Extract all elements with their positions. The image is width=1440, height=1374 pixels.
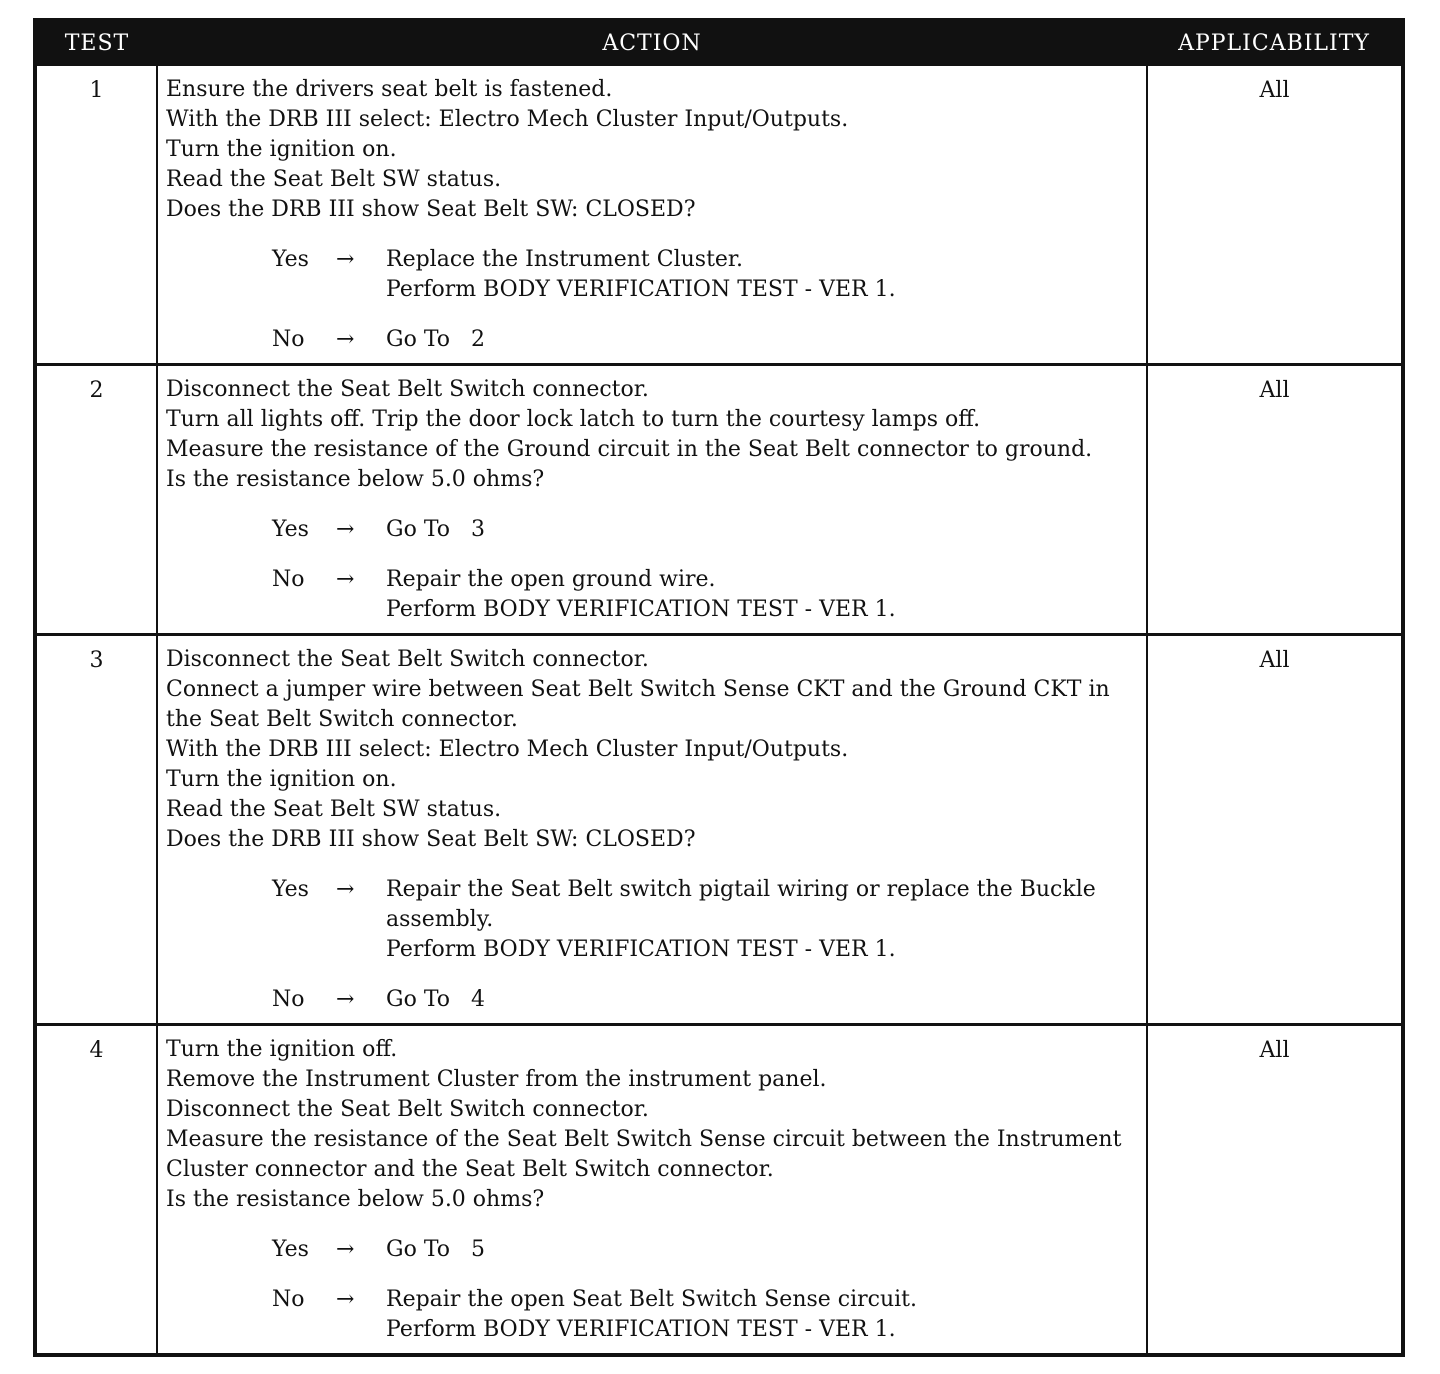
arrow-right-icon: → — [336, 567, 355, 592]
action-step: Remove the Instrument Cluster from the instrument panel. — [166, 1067, 827, 1092]
arrow-right-icon: → — [336, 247, 355, 272]
header-test: TEST — [35, 20, 157, 65]
action-step: Measure the resistance of the Ground circuit in the Seat Belt connector to ground. — [166, 437, 1093, 462]
action-step: Does the DRB III show Seat Belt SW: CLOSED? — [166, 827, 696, 852]
outcome-no — [166, 565, 1140, 625]
arrow-right-icon: → — [336, 877, 355, 902]
outcome-result — [386, 875, 1140, 965]
answer-no-label: No — [272, 567, 305, 592]
arrow-right-icon: → — [336, 1287, 355, 1312]
action-step: Is the resistance below 5.0 ohms? — [166, 467, 545, 492]
result-line: Perform BODY VERIFICATION TEST - VER 1. — [386, 1317, 896, 1342]
applicability-cell: All — [1147, 635, 1403, 1025]
outcome-yes — [166, 1235, 1140, 1265]
answer-yes-label: Yes — [272, 877, 309, 902]
test-number: 3 — [35, 635, 157, 1025]
result-line: Perform BODY VERIFICATION TEST - VER 1. — [386, 277, 896, 302]
action-cell — [157, 635, 1147, 1025]
action-step: With the DRB III select: Electro Mech Cluster Input/Outputs. — [166, 107, 849, 132]
outcome-yes — [166, 245, 1140, 305]
table-row — [35, 1025, 1403, 1356]
arrow-right-icon: → — [336, 1237, 355, 1262]
outcome-result — [386, 325, 1140, 355]
result-line: Go To 4 — [386, 987, 485, 1012]
outcome-no — [166, 325, 1140, 355]
result-line: Go To 3 — [386, 517, 485, 542]
arrow-right-icon: → — [336, 987, 355, 1012]
answer-yes-label: Yes — [272, 1237, 309, 1262]
action-cell — [157, 1025, 1147, 1356]
action-step: Measure the resistance of the Seat Belt Switch Sense circuit between the Instrument Cluster connector and the Seat Belt Switch connector. — [166, 1127, 1122, 1182]
answer-no-label: No — [272, 987, 305, 1012]
table-row — [35, 65, 1403, 365]
action-step: Connect a jumper wire between Seat Belt Switch Sense CKT and the Ground CKT in the Seat Belt Switch connector. — [166, 677, 1110, 732]
outcome-yes — [166, 875, 1140, 965]
result-line: Repair the open ground wire. — [386, 567, 716, 592]
applicability-cell: All — [1147, 65, 1403, 365]
outcome-yes — [166, 515, 1140, 545]
outcome-no — [166, 985, 1140, 1015]
action-step: Is the resistance below 5.0 ohms? — [166, 1187, 545, 1212]
result-line: Repair the Seat Belt switch pigtail wiring or replace the Buckle assembly. — [386, 877, 1103, 932]
action-step: Turn the ignition on. — [166, 767, 397, 792]
action-step: Ensure the drivers seat belt is fastened. — [166, 77, 613, 102]
action-step: Disconnect the Seat Belt Switch connector. — [166, 1097, 649, 1122]
action-step: Turn the ignition off. — [166, 1037, 398, 1062]
result-line: Repair the open Seat Belt Switch Sense circuit. — [386, 1287, 918, 1312]
answer-yes-label: Yes — [272, 517, 309, 542]
outcome-result — [386, 1285, 1140, 1345]
table-body — [35, 65, 1403, 1355]
result-line: Perform BODY VERIFICATION TEST - VER 1. — [386, 597, 896, 622]
action-step: Disconnect the Seat Belt Switch connector. — [166, 647, 649, 672]
header-applicability: APPLICABILITY — [1147, 20, 1403, 65]
result-line: Go To 5 — [386, 1237, 485, 1262]
result-line: Go To 2 — [386, 327, 485, 352]
action-step: Read the Seat Belt SW status. — [166, 167, 502, 192]
table-row — [35, 365, 1403, 635]
header-action: ACTION — [157, 20, 1147, 65]
outcome-result — [386, 245, 1140, 305]
action-step: Read the Seat Belt SW status. — [166, 797, 502, 822]
applicability-cell: All — [1147, 365, 1403, 635]
action-step: Turn the ignition on. — [166, 137, 397, 162]
answer-no-label: No — [272, 1287, 305, 1312]
applicability-cell: All — [1147, 1025, 1403, 1356]
outcome-result — [386, 1235, 1140, 1265]
action-cell — [157, 65, 1147, 365]
result-line: Replace the Instrument Cluster. — [386, 247, 744, 272]
test-number: 2 — [35, 365, 157, 635]
arrow-right-icon: → — [336, 327, 355, 352]
arrow-right-icon: → — [336, 517, 355, 542]
answer-no-label: No — [272, 327, 305, 352]
action-cell — [157, 365, 1147, 635]
result-line: Perform BODY VERIFICATION TEST - VER 1. — [386, 937, 896, 962]
outcome-result — [386, 985, 1140, 1015]
action-step: Turn all lights off. Trip the door lock latch to turn the courtesy lamps off. — [166, 407, 981, 432]
test-number: 4 — [35, 1025, 157, 1356]
action-step: Does the DRB III show Seat Belt SW: CLOSED? — [166, 197, 696, 222]
action-step: Disconnect the Seat Belt Switch connector. — [166, 377, 649, 402]
outcome-result — [386, 565, 1140, 625]
outcome-result — [386, 515, 1140, 545]
action-step: With the DRB III select: Electro Mech Cluster Input/Outputs. — [166, 737, 849, 762]
table-header — [35, 20, 1403, 65]
diagnostic-test-table — [33, 18, 1405, 1357]
test-number: 1 — [35, 65, 157, 365]
table-row — [35, 635, 1403, 1025]
answer-yes-label: Yes — [272, 247, 309, 272]
outcome-no — [166, 1285, 1140, 1345]
